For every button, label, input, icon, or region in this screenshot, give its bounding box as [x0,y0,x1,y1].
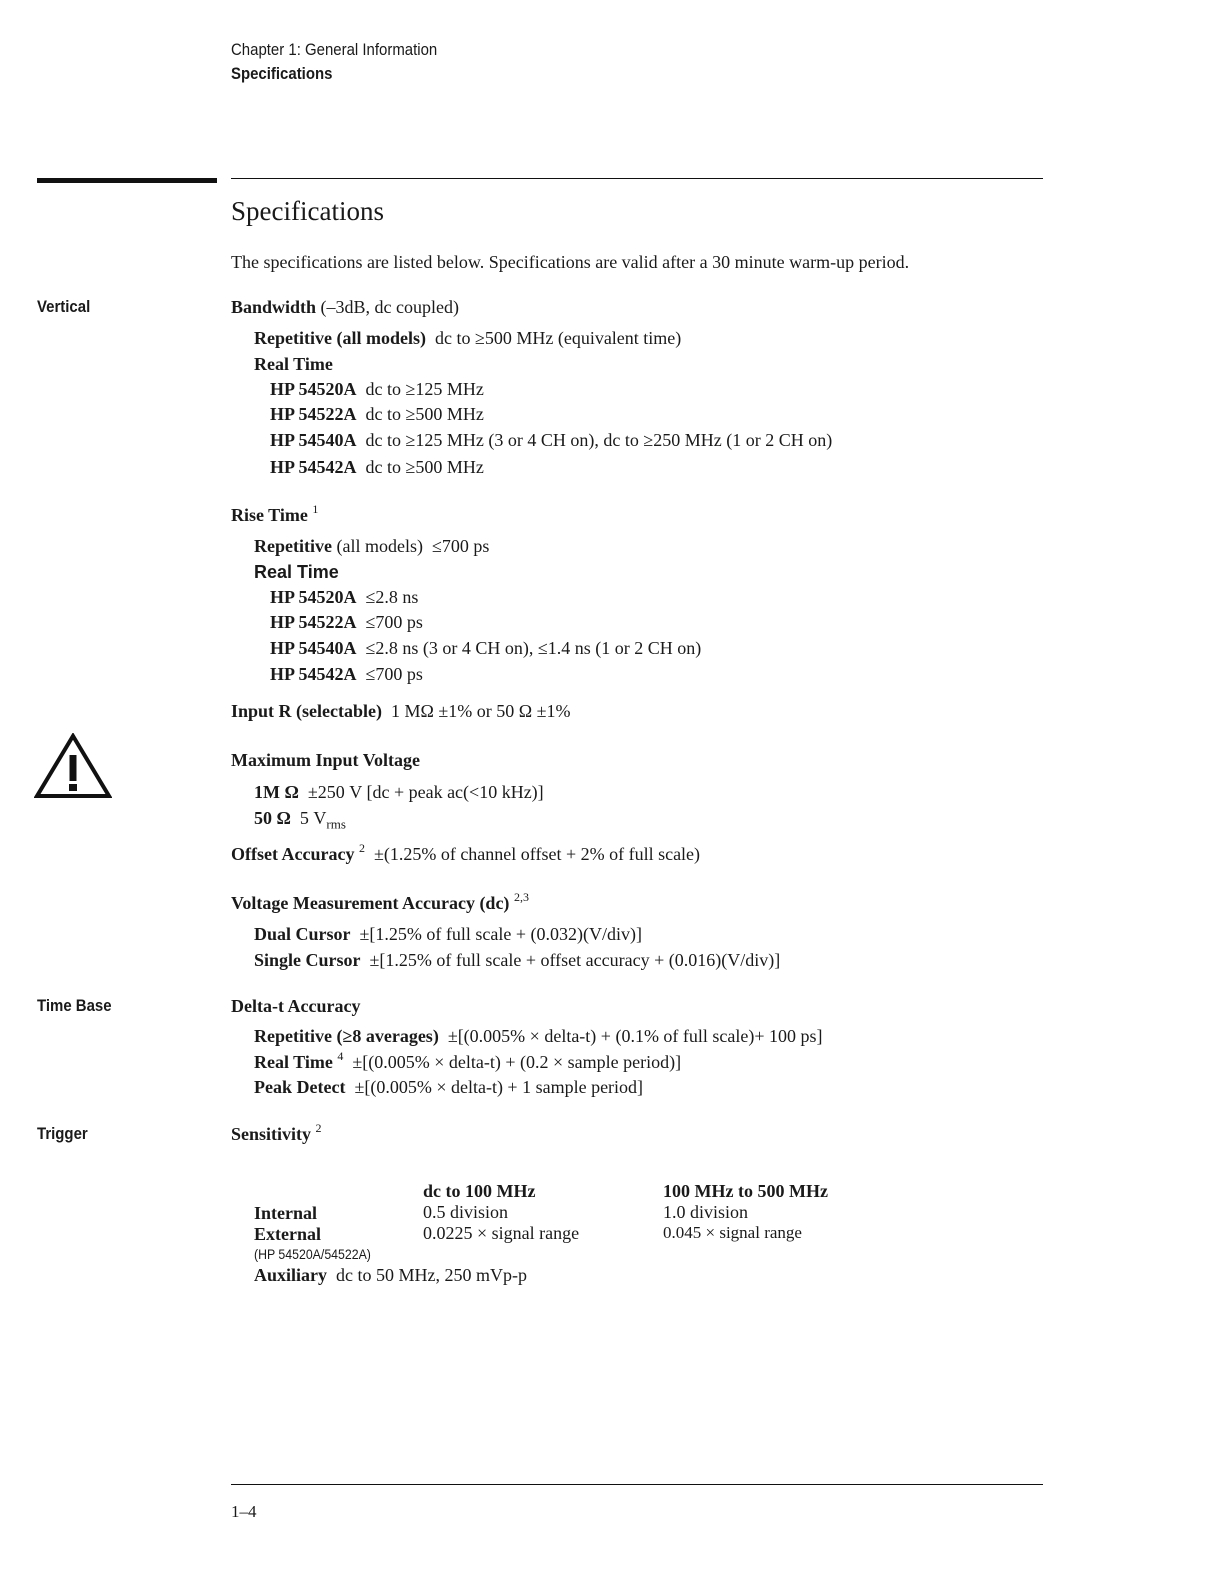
intro-text: The specifications are listed below. Specifications are valid after a 30 minute warm-up period. [231,252,910,272]
sensitivity-col2-header: 100 MHz to 500 MHz [663,1181,828,1201]
side-label-trigger: Trigger [37,1124,88,1143]
side-label-timebase: Time Base [37,996,112,1015]
max-input-heading: Maximum Input Voltage [231,750,421,770]
rise-time-realtime-label: Real Time [254,562,339,582]
section-header: Specifications [231,64,333,83]
offset-accuracy: Offset Accuracy $^2$ ±(1.25% of channel offset + 2% of full scale) [231,841,701,864]
sensitivity-auxiliary: Auxiliary dc to 50 MHz, 250 mVp-p [254,1265,527,1285]
input-r: Input R (selectable) 1 MΩ ±1% or 50 Ω ±1% [231,701,571,721]
delta-t-peak-detect: Peak Detect ±[(0.005% × delta-t) + 1 sample period] [254,1077,644,1097]
sensitivity-external-col1: 0.0225 × signal range [423,1223,580,1243]
rise-time-repetitive: Repetitive (all models) ≤700 ps [254,536,490,556]
left-rule [37,178,217,183]
rise-time-model-row: HP 54522A ≤700 ps [270,612,423,632]
bandwidth-repetitive: Repetitive (all models) dc to ≥500 MHz (equivalent time) [254,328,682,348]
sensitivity-heading: Sensitivity $^2$ [231,1121,322,1144]
bandwidth-heading: Bandwidth (–3dB, dc coupled) [231,297,460,317]
top-rule [231,178,1043,179]
footer-rule [231,1484,1043,1485]
bandwidth-model-row: HP 54520A dc to ≥125 MHz [270,379,484,399]
delta-t-realtime: Real Time $^4$ ±[(0.005% × delta-t) + (0.2 × sample period)] [254,1049,682,1072]
bandwidth-model-row: HP 54522A dc to ≥500 MHz [270,404,484,424]
vma-dual-cursor: Dual Cursor ±[1.25% of full scale + (0.032)(V/div)] [254,924,642,944]
sensitivity-internal-col2: 1.0 division [663,1202,749,1222]
warning-icon [34,733,112,804]
delta-t-repetitive: Repetitive (≥8 averages) ±[(0.005% × delta-t) + (0.1% of full scale)+ 100 ps] [254,1026,823,1046]
rise-time-heading: Rise Time $^1$ [231,502,319,525]
max-input-row: 1M Ω ±250 V [dc + peak ac(<10 kHz)] [254,782,544,802]
max-input-row: 50 Ω 5 $V_{rms}$ [254,808,346,832]
rise-time-model-row: HP 54542A ≤700 ps [270,664,423,684]
delta-t-heading: Delta-t Accuracy [231,996,361,1016]
page-number: 1–4 [231,1502,257,1521]
bandwidth-model-row: HP 54542A dc to ≥500 MHz [270,457,484,477]
sensitivity-external-label: External [254,1224,321,1244]
sensitivity-external-note: (HP 54520A/54522A) [254,1246,371,1262]
side-label-vertical: Vertical [37,297,91,316]
bandwidth-realtime-label: Real Time [254,354,333,374]
rise-time-model-row: HP 54540A ≤2.8 ns (3 or 4 CH on), ≤1.4 ns (1 or 2 CH on) [270,638,702,658]
sensitivity-internal-label: Internal [254,1203,317,1223]
sensitivity-external-col2: 0.045 × signal range [663,1223,802,1242]
page-title: Specifications [231,196,384,226]
rise-time-model-row: HP 54520A ≤2.8 ns [270,587,419,607]
sensitivity-col1-header: dc to 100 MHz [423,1181,536,1201]
chapter-header: Chapter 1: General Information [231,40,438,59]
vma-heading: Voltage Measurement Accuracy (dc) $^{2,3}$ [231,890,529,913]
bandwidth-model-row: HP 54540A dc to ≥125 MHz (3 or 4 CH on), dc to ≥250 MHz (1 or 2 CH on) [270,430,833,450]
vma-single-cursor: Single Cursor ±[1.25% of full scale + offset accuracy + (0.016)(V/div)] [254,950,781,970]
sensitivity-internal-col1: 0.5 division [423,1202,509,1222]
